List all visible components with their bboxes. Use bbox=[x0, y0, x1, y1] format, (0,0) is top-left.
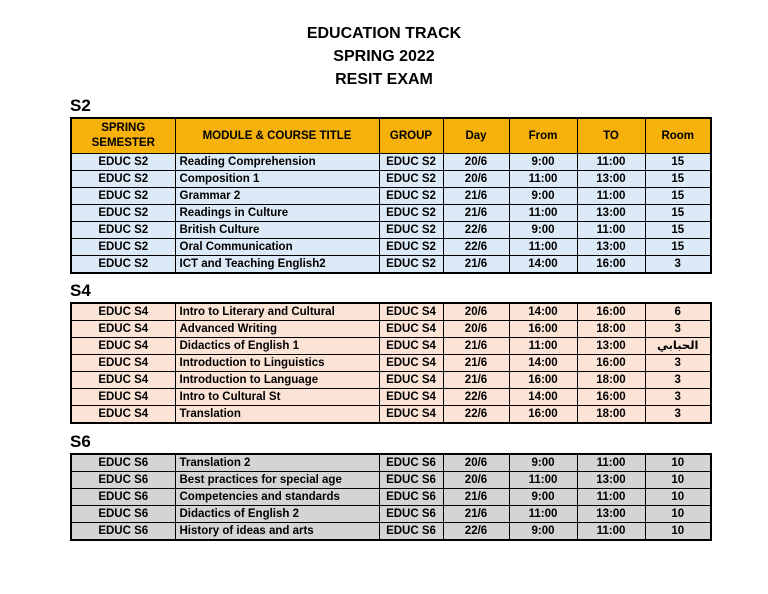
title-line-2: SPRING 2022 bbox=[333, 48, 435, 65]
day-cell: 20/6 bbox=[443, 154, 509, 171]
room-cell: 10 bbox=[645, 454, 711, 472]
group-cell: EDUC S6 bbox=[379, 523, 443, 541]
semester-cell: EDUC S6 bbox=[71, 506, 175, 523]
module-cell: Intro to Literary and Cultural bbox=[175, 303, 379, 321]
from-cell: 14:00 bbox=[509, 303, 577, 321]
table-header-row bbox=[71, 118, 711, 154]
table-row bbox=[71, 239, 711, 256]
section-label-s6: S6 bbox=[70, 432, 91, 451]
day-cell: 21/6 bbox=[443, 205, 509, 222]
group-cell: EDUC S6 bbox=[379, 454, 443, 472]
module-cell: Competencies and standards bbox=[175, 489, 379, 506]
group-cell: EDUC S2 bbox=[379, 154, 443, 171]
to-cell: 16:00 bbox=[577, 355, 645, 372]
to-cell: 13:00 bbox=[577, 472, 645, 489]
header-semester: SPRING SEMESTER bbox=[71, 118, 175, 154]
table-s4 bbox=[70, 302, 712, 424]
document-title-block bbox=[0, 22, 768, 91]
header-module: MODULE & COURSE TITLE bbox=[175, 118, 379, 154]
to-cell: 13:00 bbox=[577, 171, 645, 188]
title-line-3: RESIT EXAM bbox=[335, 71, 433, 88]
semester-cell: EDUC S4 bbox=[71, 372, 175, 389]
from-cell: 14:00 bbox=[509, 355, 577, 372]
group-cell: EDUC S6 bbox=[379, 489, 443, 506]
table-row bbox=[71, 406, 711, 424]
from-cell: 9:00 bbox=[509, 188, 577, 205]
day-cell: 21/6 bbox=[443, 355, 509, 372]
semester-cell: EDUC S2 bbox=[71, 222, 175, 239]
semester-cell: EDUC S4 bbox=[71, 338, 175, 355]
module-cell: Introduction to Language bbox=[175, 372, 379, 389]
module-cell: Didactics of English 2 bbox=[175, 506, 379, 523]
from-cell: 11:00 bbox=[509, 338, 577, 355]
table-row bbox=[71, 338, 711, 355]
room-cell: 3 bbox=[645, 355, 711, 372]
table-row bbox=[71, 171, 711, 188]
semester-cell: EDUC S4 bbox=[71, 355, 175, 372]
from-cell: 16:00 bbox=[509, 321, 577, 338]
group-cell: EDUC S4 bbox=[379, 303, 443, 321]
module-cell: Translation bbox=[175, 406, 379, 424]
from-cell: 11:00 bbox=[509, 171, 577, 188]
room-cell: 10 bbox=[645, 506, 711, 523]
room-cell: 15 bbox=[645, 188, 711, 205]
from-cell: 9:00 bbox=[509, 154, 577, 171]
day-cell: 21/6 bbox=[443, 489, 509, 506]
room-cell: 10 bbox=[645, 472, 711, 489]
group-cell: EDUC S4 bbox=[379, 338, 443, 355]
to-cell: 11:00 bbox=[577, 454, 645, 472]
semester-cell: EDUC S4 bbox=[71, 303, 175, 321]
to-cell: 13:00 bbox=[577, 506, 645, 523]
from-cell: 9:00 bbox=[509, 222, 577, 239]
room-cell: 3 bbox=[645, 406, 711, 424]
module-cell: History of ideas and arts bbox=[175, 523, 379, 541]
module-cell: Translation 2 bbox=[175, 454, 379, 472]
semester-cell: EDUC S2 bbox=[71, 154, 175, 171]
group-cell: EDUC S2 bbox=[379, 239, 443, 256]
table-row bbox=[71, 506, 711, 523]
group-cell: EDUC S2 bbox=[379, 222, 443, 239]
from-cell: 11:00 bbox=[509, 239, 577, 256]
module-cell: Readings in Culture bbox=[175, 205, 379, 222]
day-cell: 22/6 bbox=[443, 406, 509, 424]
to-cell: 11:00 bbox=[577, 489, 645, 506]
from-cell: 16:00 bbox=[509, 372, 577, 389]
semester-cell: EDUC S4 bbox=[71, 321, 175, 338]
room-cell: 10 bbox=[645, 489, 711, 506]
from-cell: 11:00 bbox=[509, 205, 577, 222]
title-line-1: EDUCATION TRACK bbox=[306, 25, 462, 42]
from-cell: 16:00 bbox=[509, 406, 577, 424]
group-cell: EDUC S2 bbox=[379, 171, 443, 188]
room-cell: 3 bbox=[645, 389, 711, 406]
table-row bbox=[71, 454, 711, 472]
to-cell: 13:00 bbox=[577, 205, 645, 222]
module-cell: Grammar 2 bbox=[175, 188, 379, 205]
semester-cell: EDUC S6 bbox=[71, 472, 175, 489]
day-cell: 20/6 bbox=[443, 321, 509, 338]
table-s6 bbox=[70, 453, 712, 541]
to-cell: 13:00 bbox=[577, 239, 645, 256]
semester-cell: EDUC S4 bbox=[71, 389, 175, 406]
to-cell: 11:00 bbox=[577, 523, 645, 541]
table-row bbox=[71, 372, 711, 389]
table-row bbox=[71, 321, 711, 338]
to-cell: 13:00 bbox=[577, 338, 645, 355]
room-cell: 6 bbox=[645, 303, 711, 321]
day-cell: 20/6 bbox=[443, 171, 509, 188]
room-cell: الحبابي bbox=[645, 338, 711, 355]
day-cell: 21/6 bbox=[443, 506, 509, 523]
to-cell: 18:00 bbox=[577, 372, 645, 389]
to-cell: 11:00 bbox=[577, 154, 645, 171]
to-cell: 16:00 bbox=[577, 389, 645, 406]
group-cell: EDUC S6 bbox=[379, 472, 443, 489]
to-cell: 18:00 bbox=[577, 321, 645, 338]
group-cell: EDUC S2 bbox=[379, 188, 443, 205]
to-cell: 18:00 bbox=[577, 406, 645, 424]
group-cell: EDUC S6 bbox=[379, 506, 443, 523]
room-cell: 15 bbox=[645, 222, 711, 239]
room-cell: 15 bbox=[645, 205, 711, 222]
day-cell: 21/6 bbox=[443, 338, 509, 355]
table-row bbox=[71, 489, 711, 506]
table-row bbox=[71, 389, 711, 406]
day-cell: 22/6 bbox=[443, 239, 509, 256]
semester-cell: EDUC S6 bbox=[71, 489, 175, 506]
module-cell: Introduction to Linguistics bbox=[175, 355, 379, 372]
header-from: From bbox=[509, 118, 577, 154]
day-cell: 20/6 bbox=[443, 472, 509, 489]
module-cell: British Culture bbox=[175, 222, 379, 239]
day-cell: 20/6 bbox=[443, 454, 509, 472]
room-cell: 15 bbox=[645, 171, 711, 188]
table-row bbox=[71, 355, 711, 372]
from-cell: 9:00 bbox=[509, 523, 577, 541]
module-cell: Reading Comprehension bbox=[175, 154, 379, 171]
module-cell: Didactics of English 1 bbox=[175, 338, 379, 355]
from-cell: 11:00 bbox=[509, 472, 577, 489]
to-cell: 16:00 bbox=[577, 256, 645, 274]
day-cell: 21/6 bbox=[443, 188, 509, 205]
table-s2 bbox=[70, 117, 712, 274]
semester-cell: EDUC S6 bbox=[71, 523, 175, 541]
semester-cell: EDUC S2 bbox=[71, 239, 175, 256]
module-cell: Oral Communication bbox=[175, 239, 379, 256]
room-cell: 15 bbox=[645, 239, 711, 256]
header-room: Room bbox=[645, 118, 711, 154]
day-cell: 20/6 bbox=[443, 303, 509, 321]
table-row bbox=[71, 472, 711, 489]
to-cell: 11:00 bbox=[577, 222, 645, 239]
room-cell: 3 bbox=[645, 256, 711, 274]
module-cell: Advanced Writing bbox=[175, 321, 379, 338]
room-cell: 3 bbox=[645, 321, 711, 338]
from-cell: 9:00 bbox=[509, 454, 577, 472]
semester-cell: EDUC S2 bbox=[71, 188, 175, 205]
day-cell: 21/6 bbox=[443, 372, 509, 389]
group-cell: EDUC S2 bbox=[379, 205, 443, 222]
table-row bbox=[71, 154, 711, 171]
semester-cell: EDUC S4 bbox=[71, 406, 175, 424]
day-cell: 22/6 bbox=[443, 523, 509, 541]
module-cell: Intro to Cultural St bbox=[175, 389, 379, 406]
semester-cell: EDUC S2 bbox=[71, 171, 175, 188]
table-row bbox=[71, 256, 711, 274]
group-cell: EDUC S2 bbox=[379, 256, 443, 274]
header-to: TO bbox=[577, 118, 645, 154]
module-cell: Best practices for special age bbox=[175, 472, 379, 489]
group-cell: EDUC S4 bbox=[379, 321, 443, 338]
to-cell: 16:00 bbox=[577, 303, 645, 321]
group-cell: EDUC S4 bbox=[379, 372, 443, 389]
group-cell: EDUC S4 bbox=[379, 389, 443, 406]
room-cell: 15 bbox=[645, 154, 711, 171]
table-row bbox=[71, 523, 711, 541]
from-cell: 9:00 bbox=[509, 489, 577, 506]
table-row bbox=[71, 188, 711, 205]
to-cell: 11:00 bbox=[577, 188, 645, 205]
section-label-s2: S2 bbox=[70, 96, 91, 115]
table-row bbox=[71, 205, 711, 222]
semester-cell: EDUC S2 bbox=[71, 256, 175, 274]
group-cell: EDUC S4 bbox=[379, 355, 443, 372]
header-group: GROUP bbox=[379, 118, 443, 154]
table-row bbox=[71, 303, 711, 321]
room-cell: 3 bbox=[645, 372, 711, 389]
from-cell: 14:00 bbox=[509, 389, 577, 406]
room-cell: 10 bbox=[645, 523, 711, 541]
day-cell: 22/6 bbox=[443, 222, 509, 239]
from-cell: 14:00 bbox=[509, 256, 577, 274]
header-day: Day bbox=[443, 118, 509, 154]
table-row bbox=[71, 222, 711, 239]
section-label-s4: S4 bbox=[70, 281, 91, 300]
module-cell: ICT and Teaching English2 bbox=[175, 256, 379, 274]
module-cell: Composition 1 bbox=[175, 171, 379, 188]
group-cell: EDUC S4 bbox=[379, 406, 443, 424]
semester-cell: EDUC S2 bbox=[71, 205, 175, 222]
day-cell: 21/6 bbox=[443, 256, 509, 274]
from-cell: 11:00 bbox=[509, 506, 577, 523]
semester-cell: EDUC S6 bbox=[71, 454, 175, 472]
day-cell: 22/6 bbox=[443, 389, 509, 406]
